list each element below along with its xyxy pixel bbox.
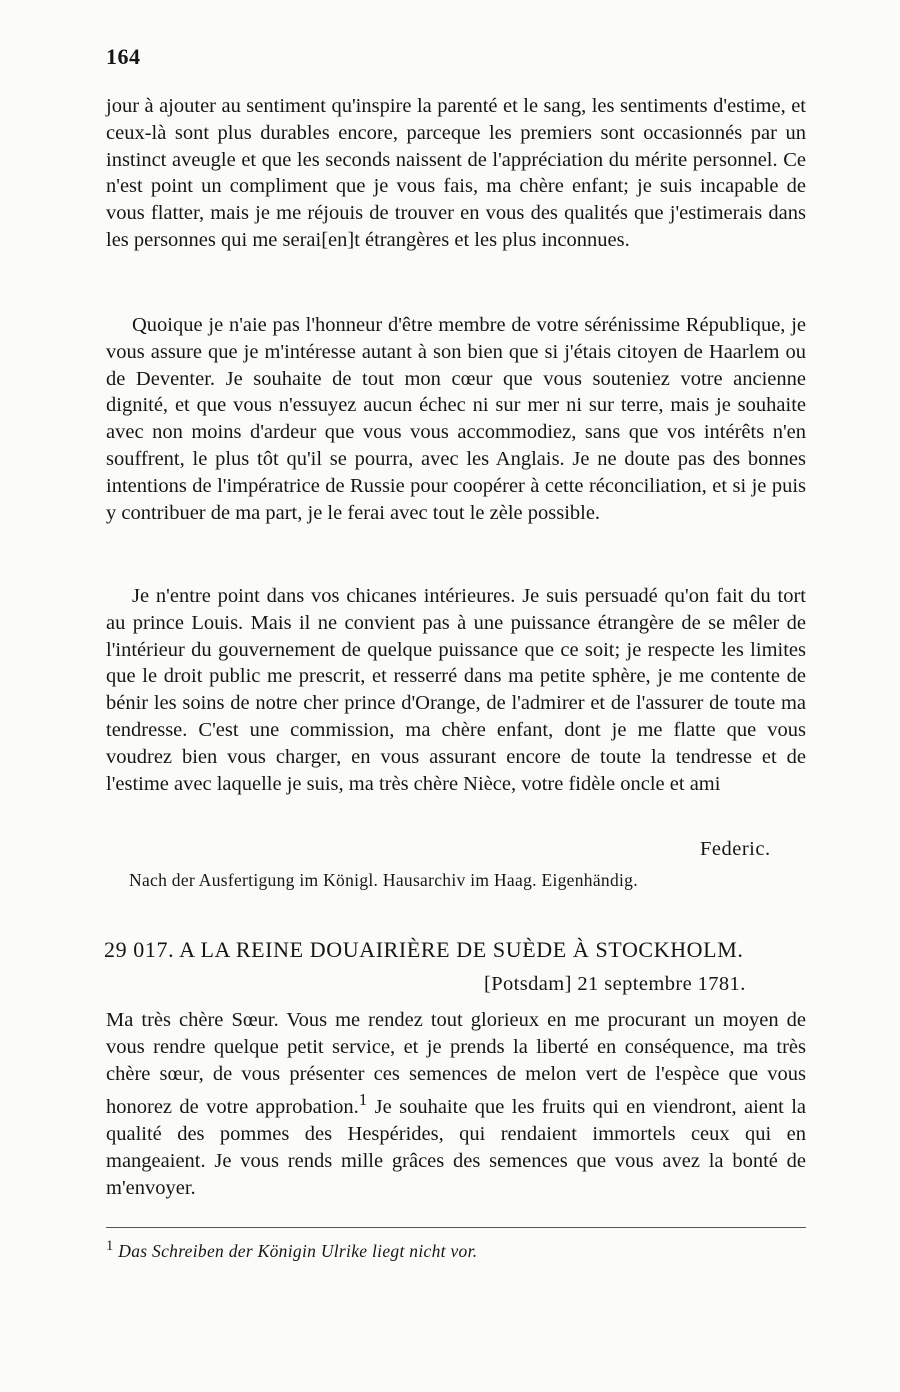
paragraph-text bbox=[106, 1007, 806, 1201]
paragraph-text: Je n'entre point dans vos chicanes intérieures. Je suis persuadé qu'on fait du tort au prince Louis. Mais il ne convient pas à une puissance étrangère de se mêler de l'intérieur du gouvernement de quelque puissance que ce soit; je respecte les limites que le droit public me prescrit, et resserré dans ma petite sphère, je me contente de bénir les soins de notre cher prince d'Orange, de l'admirer et de l'assurer de toute ma tendresse. C'est une commission, ma chère enfant, dont je me flatte que vous voudrez bien vous charger, en vous assurant encore de toute la tendresse et de l'estime avec laquelle je suis, ma très chère Nièce, votre fidèle oncle et ami bbox=[106, 585, 806, 795]
letter-paragraph bbox=[106, 93, 806, 254]
letter-heading: 29 017. A LA REINE DOUAIRIÈRE DE SUÈDE À STOCKHOLM. bbox=[104, 937, 744, 962]
dateline: [Potsdam] 21 septembre 1781. bbox=[484, 973, 746, 995]
body-after-note: Je souhaite que les fruits qui en viendront, aient la qualité des pommes des Hespérides, qui rendaient immortels ceux qui en mangeaient. Je vous rends mille grâces des semences que vous avez la bonté de m'envoyer. bbox=[106, 1096, 807, 1199]
footnote-text: Das Schreiben der Königin Ulrike liegt nicht vor. bbox=[118, 1240, 478, 1261]
letter-paragraph bbox=[106, 312, 806, 526]
page-number: 164 bbox=[106, 44, 141, 69]
paragraph-text: Quoique je n'aie pas l'honneur d'être membre de votre sérénissime République, je vous assure que je m'intéresse autant à son bien que si j'étais citoyen de Haarlem ou de Deventer. Je souhaite de tout mon cœur que vous souteniez votre ancienne dignité, et que vous n'essuyez aucun échec ni sur mer ni sur terre, mais je souhaite avec non moins d'ardeur que vous vous accommodiez, sans que vos intérêts n'en souffrent, le plus tôt qu'il se pourra, avec les Anglais. Je ne doute pas des bonnes intentions de l'impératrice de Russie pour coopérer à cette réconciliation, et si je puis y contribuer de ma part, je le ferai avec tout le zèle possible. bbox=[106, 314, 806, 524]
source-note: Nach der Ausfertigung im Königl. Hausarchiv im Haag. Eigenhändig. bbox=[129, 870, 638, 890]
signature: Federic. bbox=[700, 838, 771, 860]
footnote-number: 1 bbox=[106, 1238, 114, 1254]
footnote bbox=[106, 1238, 477, 1262]
letter-paragraph bbox=[106, 583, 806, 797]
footnote-divider bbox=[106, 1227, 806, 1228]
footnote-marker: 1 bbox=[358, 1090, 368, 1110]
paragraph-text: jour à ajouter au sentiment qu'inspire la parenté et le sang, les sentiments d'estime, et ceux-là sont plus durables encore, parceque les premiers sont occasionnés par un instinct aveugle et que les seconds naissent de l'appréciation du mérite personnel. Ce n'est point un compliment que je vous fais, ma chère enfant; je suis incapable de vous flatter, mais je me réjouis de trouver en vous des qualités que j'estimerais dans les personnes qui me serai[en]t étrangères et les plus inconnues. bbox=[106, 95, 806, 251]
letter-body bbox=[106, 1007, 806, 1201]
body-before-note: Ma très chère Sœur. Vous me rendez tout glorieux en me procurant un moyen de vous rendre quelque petit service, et je prends la liberté en conséquence, ma très chère sœur, de vous présenter ces semences de melon vert de l'espèce que vous honorez de votre approbation. bbox=[106, 1009, 806, 1119]
